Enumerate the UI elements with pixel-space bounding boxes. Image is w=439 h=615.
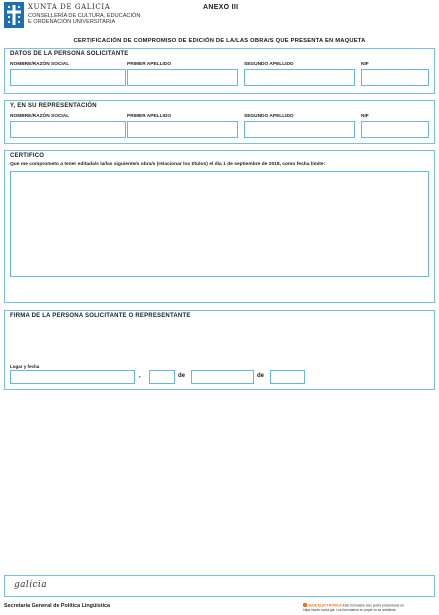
de-separator-2: de	[257, 373, 265, 379]
certify-section-title: CERTIFICO	[10, 153, 45, 159]
applicant-name-label: NOMBRE/RAZÓN SOCIAL	[10, 62, 70, 67]
representative-section-title: Y, EN SU REPRESENTACIÓN	[10, 103, 97, 109]
de-separator-1: de	[178, 373, 186, 379]
day-field[interactable]	[149, 370, 175, 384]
document-title: CERTIFICACIÓN DE COMPROMISO DE EDICIÓN DE LA/LAS OBRA/S QUE PRESENTA EN MAQUETA	[73, 38, 366, 44]
applicant-nif-label: NIF	[361, 62, 369, 67]
applicant-surname1-label: PRIMER APELLIDO	[127, 62, 172, 67]
signature-section	[4, 310, 435, 390]
month-field[interactable]	[191, 370, 254, 384]
representative-section	[4, 100, 435, 144]
applicant-name-field[interactable]	[10, 69, 126, 86]
sede-electronica-text: Este formulario sólo podrá presentarse en https://sede.xunta.gal. Los formularios en papel no se admitirán	[303, 603, 405, 612]
xunta-cross-logo-icon	[4, 2, 24, 28]
certify-section	[4, 150, 435, 303]
representative-nif-label: NIF	[361, 114, 369, 119]
applicant-nif-field[interactable]	[361, 69, 429, 86]
footer-department: Secretaría General de Política Lingüística	[4, 603, 111, 609]
certify-statement: Que me comprometo a tener editada/s la/las siguiente/s obra/s (relacionar los títulos) el día 1 de septiembre de 2018, como fecha límite:	[10, 162, 326, 167]
sede-electronica-title: SEDE ELECTRÓNICA	[308, 603, 342, 608]
representative-surname2-label: SEGUNDO APELLIDO	[244, 114, 294, 119]
applicant-surname2-field[interactable]	[244, 69, 355, 86]
representative-name-label: NOMBRE/RAZÓN SOCIAL	[10, 114, 70, 119]
header	[4, 2, 435, 32]
galicia-brand-logo: galicia	[14, 580, 47, 590]
representative-nif-field[interactable]	[361, 121, 429, 138]
org-department-line2: E ORDENACIÓN UNIVERSITARIA	[28, 19, 116, 25]
sede-electronica-icon	[303, 603, 307, 607]
applicant-section	[4, 48, 435, 94]
representative-surname1-field[interactable]	[127, 121, 238, 138]
annex-label: ANEXO III	[203, 4, 239, 11]
applicant-surname1-field[interactable]	[127, 69, 238, 86]
applicant-section-title: DATOS DE LA PERSONA SOLICITANTE	[10, 51, 129, 57]
place-date-label: Lugar y fecha	[10, 364, 40, 369]
org-department-line1: CONSELLERÍA DE CULTURA, EDUCACIÓN	[28, 13, 141, 19]
comma-separator: ,	[139, 373, 141, 379]
representative-surname2-field[interactable]	[244, 121, 355, 138]
works-titles-textarea[interactable]	[10, 171, 429, 277]
representative-name-field[interactable]	[10, 121, 126, 138]
year-field[interactable]	[270, 370, 305, 384]
place-field[interactable]	[10, 370, 135, 384]
representative-surname1-label: PRIMER APELLIDO	[127, 114, 172, 119]
footer-brand-box	[4, 575, 435, 597]
org-title: XUNTA DE GALICIA	[28, 3, 111, 11]
applicant-surname2-label: SEGUNDO APELLIDO	[244, 62, 294, 67]
signature-section-title: FIRMA DE LA PERSONA SOLICITANTE O REPRESENTANTE	[10, 313, 191, 319]
footer-notice	[303, 603, 436, 612]
